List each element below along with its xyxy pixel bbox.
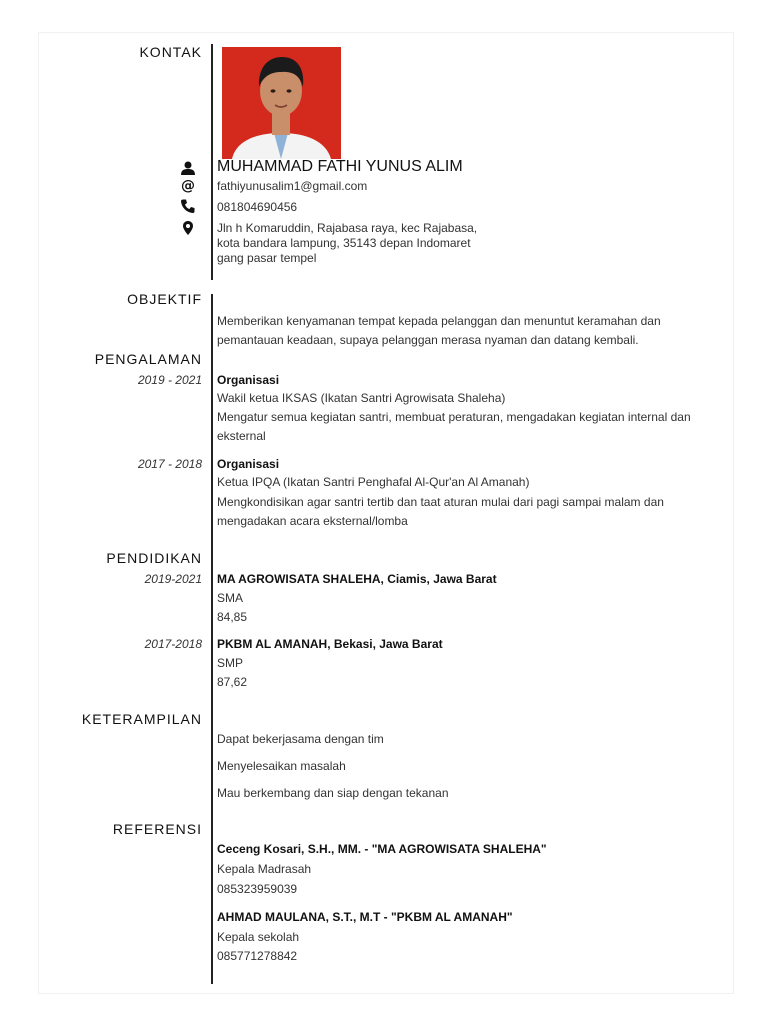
section-objective-heading: OBJEKTIF — [127, 291, 202, 307]
divider-main — [211, 294, 213, 984]
education-1-score: 84,85 — [217, 610, 248, 624]
objective-text: Memberikan kenyamanan tempat kepada pelanggan dan menuntut keramahan dan pemantauan keadaan, supaya pelanggan merasa nyaman dan datang kembali. — [217, 314, 661, 347]
experience-2-period: 2017 - 2018 — [137, 457, 202, 471]
experience-1-title: Organisasi — [217, 373, 280, 387]
reference-2-name: AHMAD MAULANA, S.T., M.T - "PKBM AL AMANAH" — [217, 910, 513, 924]
section-skills-heading: KETERAMPILAN — [81, 711, 202, 727]
section-contact-heading: KONTAK — [139, 44, 202, 60]
education-2-score: 87,62 — [217, 675, 248, 689]
profile-photo — [222, 47, 341, 159]
education-1-level: SMA — [217, 591, 244, 605]
full-name: MUHAMMAD FATHI YUNUS ALIM — [217, 158, 463, 175]
reference-1-name: Ceceng Kosari, S.H., MM. - "MA AGROWISATA SHALEHA" — [217, 842, 547, 856]
skill-item: Dapat bekerjasama dengan tim — [217, 732, 384, 746]
at-icon — [180, 177, 196, 193]
skill-item: Menyelesaikan masalah — [217, 759, 346, 773]
section-education-heading: PENDIDIKAN — [106, 550, 202, 566]
address-line-3: gang pasar tempel — [217, 251, 317, 265]
education-1-period: 2019-2021 — [144, 572, 202, 586]
address-line-1: Jln h Komaruddin, Rajabasa raya, kec Rajabasa, — [217, 221, 478, 235]
education-2-period: 2017-2018 — [144, 637, 202, 651]
experience-2-title: Organisasi — [217, 457, 280, 471]
section-references-heading: REFERENSI — [112, 821, 202, 837]
experience-2-role: Ketua IPQA (Ikatan Santri Penghafal Al-Qur'an Al Amanah) — [217, 475, 530, 489]
reference-2-phone: 085771278842 — [217, 949, 298, 963]
education-2-school: PKBM AL AMANAH, Bekasi, Jawa Barat — [217, 637, 443, 651]
location-pin-icon — [180, 220, 196, 236]
education-2-level: SMP — [217, 656, 244, 670]
experience-1-desc: Mengatur semua kegiatan santri, membuat peraturan, mengadakan kegiatan internal dan eksternal — [217, 410, 691, 443]
education-1-school: MA AGROWISATA SHALEHA, Ciamis, Jawa Barat — [217, 572, 497, 586]
phone-icon — [180, 198, 196, 214]
section-experience-heading: PENGALAMAN — [94, 351, 202, 367]
experience-1-period: 2019 - 2021 — [137, 373, 202, 387]
experience-1-role: Wakil ketua IKSAS (Ikatan Santri Agrowisata Shaleha) — [217, 391, 506, 405]
reference-1-role: Kepala Madrasah — [217, 862, 312, 876]
address-line-2: kota bandara lampung, 35143 depan Indomaret — [217, 236, 471, 250]
svg-text:@: @ — [181, 178, 195, 193]
skill-item: Mau berkembang dan siap dengan tekanan — [217, 786, 449, 800]
phone-text: 081804690456 — [217, 200, 298, 214]
reference-1-phone: 085323959039 — [217, 882, 298, 896]
reference-2-role: Kepala sekolah — [217, 930, 300, 944]
person-icon — [180, 160, 196, 176]
experience-2-desc: Mengkondisikan agar santri tertib dan taat aturan mulai dari pagi sampai malam dan mengadakan acara eksternal/lomba — [217, 495, 664, 528]
email-text: fathiyunusalim1@gmail.com — [217, 179, 368, 193]
divider-top — [211, 44, 213, 280]
